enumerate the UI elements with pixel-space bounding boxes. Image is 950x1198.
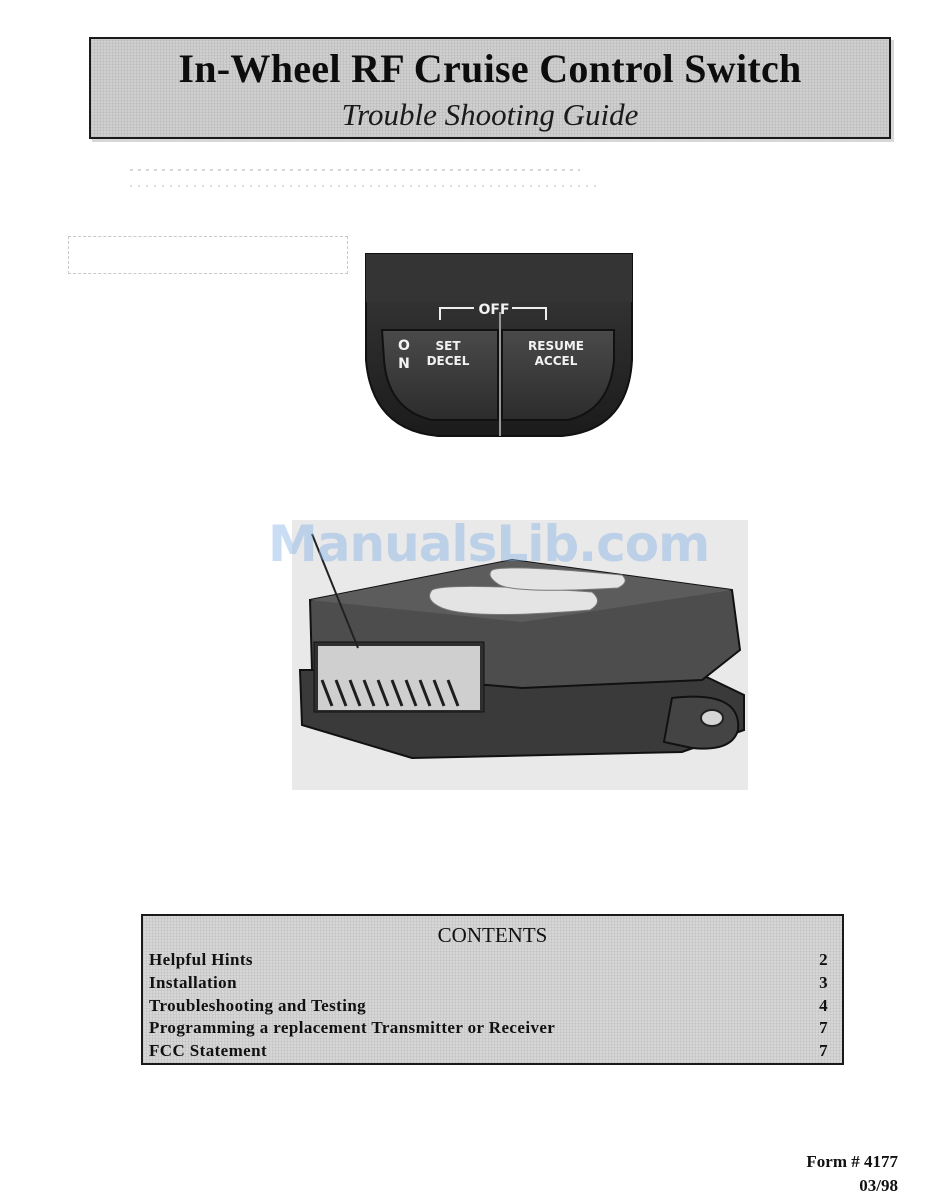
watermark-text: ManualsLib.com (268, 515, 710, 573)
on-label-n: N (398, 356, 410, 372)
toc-item-label: Installation (149, 973, 237, 992)
scan-artifact-box (68, 236, 348, 274)
toc-item[interactable] (149, 950, 828, 972)
document-title: In-Wheel RF Cruise Control Switch (178, 46, 802, 91)
switch-photo (362, 250, 638, 440)
contents-box (141, 914, 844, 1065)
toc-item-label: Helpful Hints (149, 950, 253, 969)
document-subtitle: Trouble Shooting Guide (341, 97, 639, 132)
toc-item-page: 7 (819, 1018, 828, 1037)
off-label: OFF (478, 302, 510, 318)
form-date: 03/98 (859, 1176, 898, 1195)
form-info (806, 1150, 898, 1198)
scan-artifact-lines (60, 160, 620, 200)
on-label-o: O (398, 338, 410, 354)
toc-item[interactable] (149, 973, 828, 995)
toc-item-page: 2 (819, 950, 828, 969)
toc-item-page: 3 (819, 973, 828, 992)
title-banner (89, 37, 891, 139)
contents-title: CONTENTS (437, 923, 548, 947)
accel-label: ACCEL (534, 354, 578, 368)
toc-item-page: 7 (819, 1041, 828, 1060)
decel-label: DECEL (426, 354, 470, 368)
toc-item-label: Troubleshooting and Testing (149, 996, 367, 1015)
set-label: SET (435, 339, 461, 353)
toc-item-label: Programming a replacement Transmitter or Receiver (149, 1018, 556, 1037)
resume-label: RESUME (528, 339, 584, 353)
toc-item-label: FCC Statement (149, 1041, 268, 1060)
form-number: Form # 4177 (806, 1152, 898, 1171)
toc-item[interactable] (149, 1018, 828, 1040)
toc-item-page: 4 (819, 996, 828, 1015)
toc-item[interactable] (149, 996, 828, 1018)
toc-item[interactable] (149, 1041, 828, 1063)
